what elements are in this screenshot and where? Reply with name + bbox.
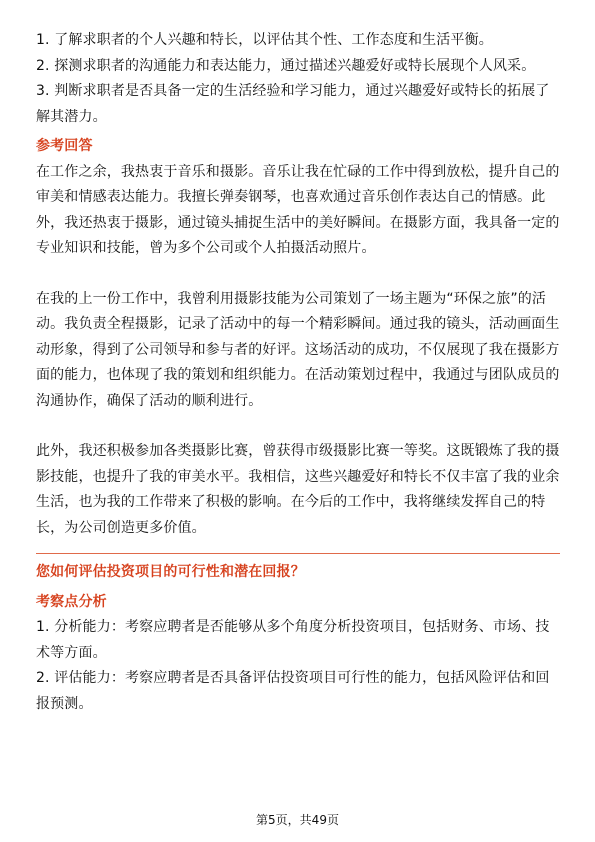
page-content — [36, 28, 560, 717]
question-title: 您如何评估投资项目的可行性和潜在回报？ — [36, 564, 305, 580]
analysis-point-1: 1. 分析能力：考察应聘者是否能够从多个角度分析投资项目，包括财务、市场、技术等方面。 — [36, 619, 550, 661]
page-number: 第5页，共49页 — [256, 813, 339, 827]
analysis-heading: 考察点分析 — [36, 593, 107, 610]
intro-point-1: 1. 了解求职者的个人兴趣和特长，以评估其个性、工作态度和生活平衡。 — [36, 32, 493, 48]
section-divider — [36, 553, 560, 554]
intro-point-2: 2. 探测求职者的沟通能力和表达能力，通过描述兴趣爱好或特长展现个人风采。 — [36, 57, 536, 74]
analysis-point-2: 2. 评估能力：考察应聘者是否具备评估投资项目可行性的能力，包括风险评估和回报预测。 — [36, 670, 550, 712]
answer-paragraph-3: 此外，我还积极参加各类摄影比赛，曾获得市级摄影比赛一等奖。这既锻炼了我的摄影技能，也提升了我的审美水平。我相信，这些兴趣爱好和特长不仅丰富了我的业余生活，也为我的工作带来了积极的影响。在今后的工作中，我将继续发挥自己的特长，为公司创造更多价值。 — [36, 443, 560, 536]
reference-answer-heading: 参考回答 — [36, 138, 93, 154]
answer-paragraph-1: 在工作之余，我热衷于音乐和摄影。音乐让我在忙碌的工作中得到放松，提升自己的审美和情感表达能力。我擅长弹奏钢琴，也喜欢通过音乐创作表达自己的情感。此外，我还热衷于摄影，通过镜头捕捉生活中的美好瞬间。在摄影方面，我具备一定的专业知识和技能，曾为多个公司或个人拍摄活动照片。 — [36, 163, 560, 256]
intro-point-3: 3. 判断求职者是否具备一定的生活经验和学习能力，通过兴趣爱好或特长的拓展了解其潜力。 — [36, 83, 550, 125]
answer-paragraph-2: 在我的上一份工作中，我曾利用摄影技能为公司策划了一场主题为“环保之旅”的活动。我负责全程摄影，记录了活动中的每一个精彩瞬间。通过我的镜头，活动画面生动形象，得到了公司领导和参与者的好评。这场活动的成功，不仅展现了我在摄影方面的能力，也体现了我的策划和组织能力。在活动策划过程中，我通过与团队成员的沟通协作，确保了活动的顺利进行。 — [36, 290, 560, 409]
